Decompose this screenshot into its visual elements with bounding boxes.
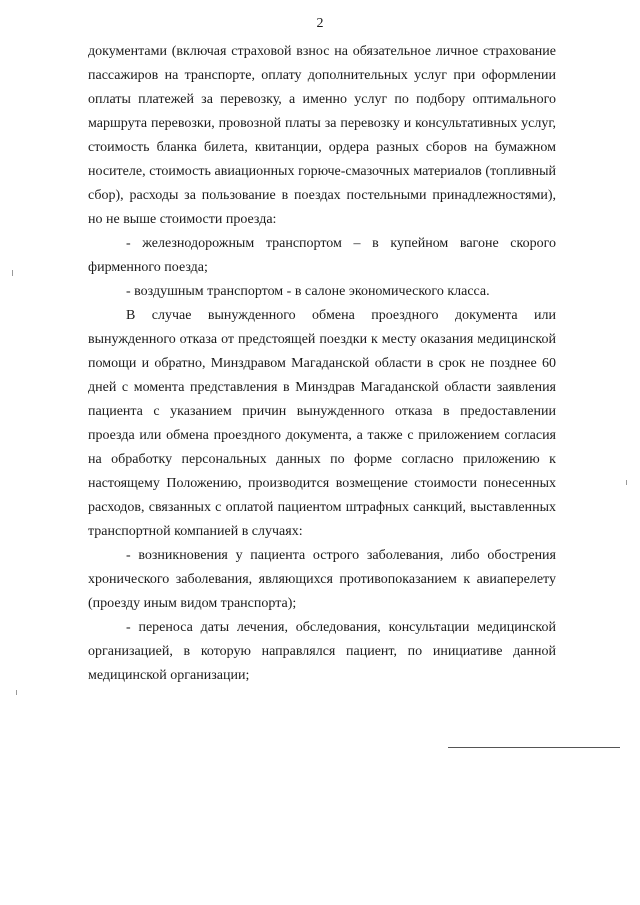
signature-line bbox=[448, 747, 620, 748]
document-body bbox=[88, 40, 556, 688]
list-item-illness: - возникновения у пациента острого заболевания, либо обострения хронического заболевания, являющихся противопоказанием к авиаперелету (проезду иным видом транспорта); bbox=[88, 548, 556, 611]
paragraph-forced-exchange: В случае вынужденного обмена проездного документа или вынужденного отказа от предстоящей поездки к месту оказания медицинской помощи и обратно, Минздравом Магаданской области в срок не позднее 60 дней с момента представления в Минздрав Магаданской области заявления пациента с указанием причин вынужденного отказа в предоставлении проезда или обмена проездного документа, а также с приложением согласия на обработку персональных данных по форме согласно приложению к настоящему Положению, производится возмещение стоимости понесенных расходов, связанных с оплатой пациентом штрафных санкций, выставленных транспортной компанией в случаях: bbox=[88, 308, 556, 539]
list-item-air: - воздушным транспортом - в салоне экономического класса. bbox=[126, 284, 490, 299]
scan-margin-mark bbox=[12, 270, 13, 276]
paragraph-continuation: документами (включая страховой взнос на обязательное личное страхование пассажиров на транспорте, оплату дополнительных услуг при оформлении оплаты платежей за перевозку, а именно услуг по подбору оптимального маршрута перевозки, провозной платы за перевозку и консультативных услуг, стоимость бланка билета, квитанции, ордера разных сборов на бумажном носителе, стоимость авиационных горюче-смазочных материалов (топливный сбор), расходы за пользование в поездах постельными принадлежностями), но не выше стоимости проезда: bbox=[88, 44, 556, 227]
scan-margin-mark bbox=[16, 690, 17, 695]
list-item-rail: - железнодорожным транспортом – в купейном вагоне скорого фирменного поезда; bbox=[88, 236, 556, 275]
page-number: 2 bbox=[316, 16, 324, 31]
list-item-date-change: - переноса даты лечения, обследования, консультации медицинской организацией, в которую направлялся пациент, по инициативе данной медицинской организации; bbox=[88, 620, 556, 683]
scan-margin-mark bbox=[626, 480, 627, 485]
